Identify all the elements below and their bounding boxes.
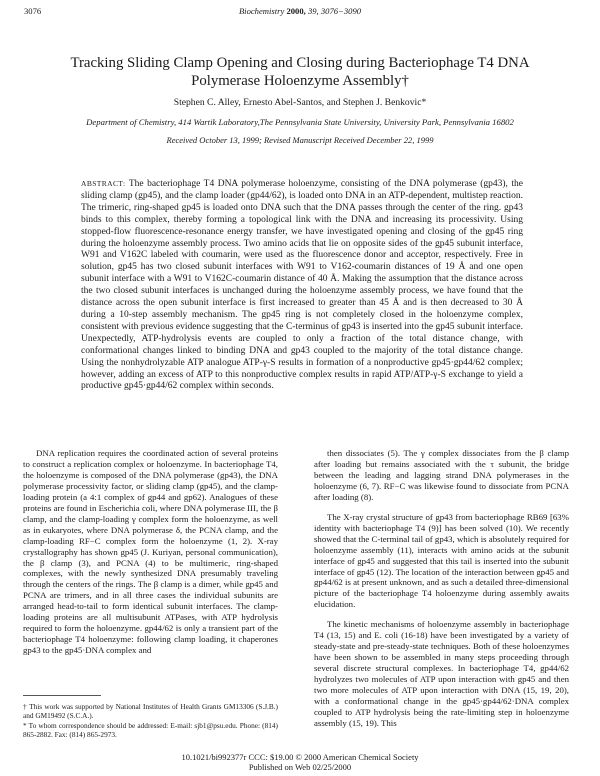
received-dates: Received October 13, 1999; Revised Manuscript Received December 22, 1999 bbox=[166, 135, 434, 145]
footnote-correspondence: * To whom correspondence should be addressed: E-mail: sjb1@psu.edu. Phone: (814) 865-2882. Fax: (814) 865-2973. bbox=[23, 721, 278, 739]
author-list: Stephen C. Alley, Ernesto Abel-Santos, and Stephen J. Benkovic* bbox=[173, 97, 427, 108]
right-column bbox=[314, 448, 569, 729]
footnote-divider bbox=[23, 695, 101, 696]
paragraph: DNA replication requires the coordinated action of several proteins to construct a replication complex or holoenzyme. In bacteriophage T4, the holoenzyme is composed of the DNA polymerase (gp43), the DNA polymerase processivity factor, or sliding clamp (gp45), and the clamp-loading protein (a 4:1 complex of gp44 and gp62). Analogues of these proteins are found in Escherichia coli, where DNA polymerase III, the β clamp, and the clamp-loading γ complex form the holoenzyme, as well as in eukaryotes, where DNA polymerase δ, the PCNA clamp, and the clamp-loading RF−C complex form the holoenzyme (1, 2). X-ray crystallography has shown gp45 (J. Kuriyan, personal communication), the β clamp (3), and PCNA (4) to be multimeric, ring-shaped complexes, with the newly synthesized DNA presumably traveling through the centers of the rings. The β clamp is a dimer, while gp45 and PCNA are trimers, and in all three cases the individual subunits are arranged head-to-tail to form identical subunit interfaces. The clamp-loading proteins are all multisubunit ATPases, with ATP hydrolysis required to form the holoenzyme. gp44/62 is only a transient part of the bacteriophage T4 holoenzyme: following clamp loading, it chaperones gp43 to the gp45·DNA complex and bbox=[23, 448, 278, 656]
left-column bbox=[23, 448, 278, 656]
paragraph: then dissociates (5). The γ complex dissociates from the β clamp after loading but remains associated with the τ subunit, the bridge between the leading and lagging strand DNA polymerases in the holoenzyme (6, 7). RF−C was likewise found to dissociate from PCNA after loading (8). bbox=[314, 448, 569, 502]
abstract bbox=[81, 178, 523, 393]
journal-year: 2000, bbox=[286, 6, 306, 16]
journal-name: Biochemistry bbox=[238, 6, 285, 16]
affiliation: Department of Chemistry, 414 Wartik Laboratory,The Pennsylvania State University, University Park, Pennsylvania 16802 bbox=[86, 117, 514, 127]
abstract-text: The bacteriophage T4 DNA polymerase holoenzyme, consisting of the DNA polymerase (gp43), the sliding clamp (gp45), and the clamp loader (gp44/62), is loaded onto DNA in an ATP-dependent, multistep reaction. The trimeric, ring-shaped gp45 is loaded onto DNA such that the DNA passes through the center of the ring. gp43 binds to this complex, thereby forming a topological link with the DNA and increasing its processivity. Using stopped-flow fluorescence-resonance energy transfer, we have investigated opening and closing of the gp45 ring during the holoenzyme assembly process. Two amino acids that lie on opposite sides of the gp45 subunit interface, W91 and V162C labeled with coumarin, were used as the fluorescence donor and acceptor, respectively. Free in solution, gp45 has two closed subunit interfaces with W91 to V162-coumarin distances of 19 Å and one open subunit interface with a W91 to V162C-coumarin distance of 40 Å. Making the assumption that the distance across the two closed subunit interfaces is unchanged during the holoenzyme assembly process, we have found that the distance across the open subunit interface is first increased to greater than 45 Å and is then decreased to 30 Å during a 10-step assembly mechanism. The gp45 ring is not completely closed in the holoenzyme complex, consistent with previous evidence suggesting that the C-terminus of gp43 is inserted into the gp45 subunit interface. Unexpectedly, ATP-hydrolysis events are coupled to only a fraction of the total distance change, with conformational changes linked to binding DNA and gp43 coupled to the majority of the total distance change. Using the nonhydrolyzable ATP analogue ATP-γ-S results in formation of a nonproductive gp45·gp44/62 complex; however, adding an excess of ATP to this nonproductive complex results in rapid ATP/ATP-γ-S exchange to yield a productive gp45·gp44/62 complex within seconds. bbox=[81, 179, 523, 392]
abstract-label: ABSTRACT: bbox=[81, 179, 126, 188]
journal-pages: 3076−3090 bbox=[320, 6, 362, 16]
footnote-funding: † This work was supported by National Institutes of Health Grants GM13306 (S.J.B.) and GM19492 (S.C.A.). bbox=[23, 702, 278, 720]
paragraph: The kinetic mechanisms of holoenzyme assembly in bacteriophage T4 (13, 15) and E. coli (16-18) have been investigated by a variety of steady-state and pre-steady-state techniques. Both of these holoenzymes have been shown to be assembled in many steps proceeding through several discrete structural complexes. In bacteriophage T4, gp44/62 hydrolyzes two molecules of ATP upon interaction with gp45 and then two more molecules of ATP upon interaction with DNA (15, 19, 20), with a conformational change in the gp45·gp44/62·DNA complex coupled to ATP hydrolysis being the rate-limiting step in holoenzyme assembly (15, 19). This bbox=[314, 619, 569, 728]
publication-info bbox=[0, 752, 600, 772]
page-number: 3076 bbox=[24, 6, 42, 16]
title-line-1: Tracking Sliding Clamp Opening and Closing during Bacteriophage T4 DNA bbox=[70, 55, 530, 71]
paragraph: The X-ray crystal structure of gp43 from bacteriophage RB69 [63% identity with bacteriophage T4 (9)] has been solved (10). We recently showed that the C-terminal tail of gp43, which is absolutely required for holoenzyme assembly (11), interacts with amino acids at the subunit interface of gp45 and suggested that this tail is inserted into the subunit interface of gp45 (12). The location of the interaction between gp45 and gp44/62 is at present unknown, and as such a detailed three-dimensional picture of the bacteriophage T4 holoenzyme during assembly awaits elucidation. bbox=[314, 511, 569, 610]
doi-line: 10.1021/bi992377r CCC: $19.00 © 2000 American Chemical Society bbox=[181, 752, 419, 762]
title-line-2: Polymerase Holoenzyme Assembly† bbox=[191, 73, 409, 89]
journal-volume: 39, bbox=[307, 6, 319, 16]
article-title bbox=[40, 54, 560, 90]
published-date: Published on Web 02/25/2000 bbox=[248, 762, 352, 772]
journal-citation bbox=[0, 6, 600, 16]
